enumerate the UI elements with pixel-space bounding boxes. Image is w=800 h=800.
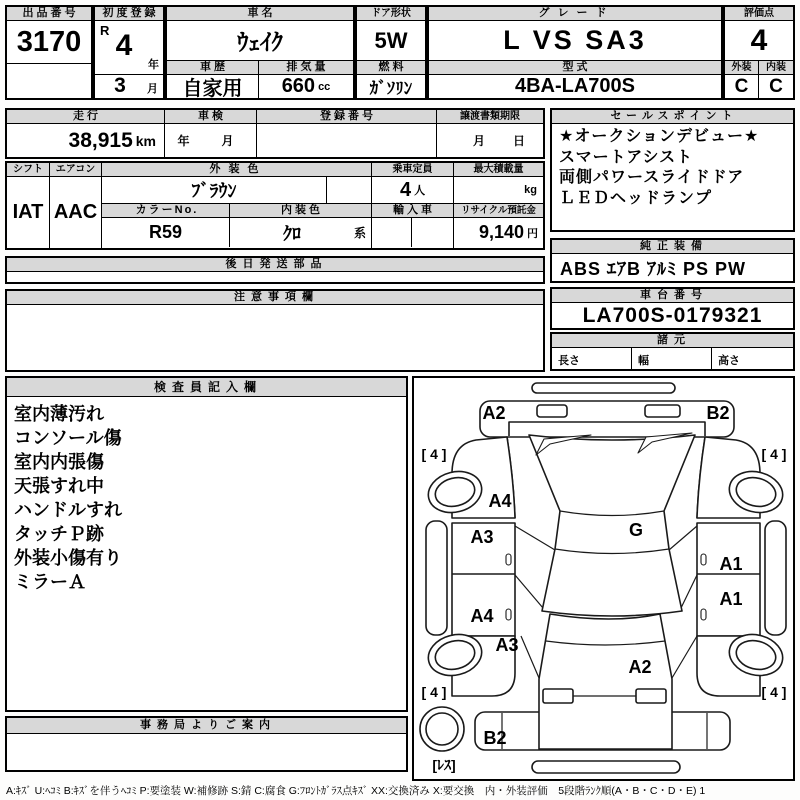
shift-value: IAT (12, 201, 44, 223)
color-no-value: R59 (102, 218, 230, 247)
inspection-label: 車検 (165, 110, 257, 124)
damage-code-label: B2 (706, 403, 730, 423)
sales-points-box (550, 108, 795, 232)
list-item: コンソール傷 (14, 428, 122, 448)
front-bumper-grille-right (645, 405, 680, 417)
door-handle-right-front (701, 554, 706, 565)
list-item: ＬＥＤヘッドランプ (559, 189, 713, 207)
interior-label: 内装 (759, 61, 793, 75)
max-load-label: 最大積載量 (454, 163, 543, 177)
damage-code-label: B2 (483, 728, 507, 748)
import-cell-2 (412, 218, 453, 247)
damage-code-label: G (628, 520, 644, 540)
damage-code-label: [ 4 ] (421, 684, 447, 700)
chassis-number-value: LA700S-0179321 (582, 303, 763, 327)
sales-points-list (552, 124, 793, 212)
recycle-value: 9,140 (478, 222, 524, 242)
reg-year: 4 (115, 29, 133, 62)
car-name-value: ｳｪｲｸ (167, 21, 353, 61)
color-equipment-box (5, 161, 545, 250)
door-shape-value: 5W (357, 21, 425, 61)
front-bumper-grille-left (537, 405, 567, 417)
front-bumper (480, 401, 734, 437)
car-name-box (165, 5, 355, 100)
transfer-deadline-label: 譲渡書類期限 (437, 110, 543, 124)
door-handle-left-front (506, 554, 511, 565)
shift-label: シフト (7, 163, 49, 177)
aircon-value: AAC (53, 201, 98, 223)
transfer-deadline-value: 月 日 (472, 134, 533, 148)
grade-label: グレード (429, 7, 721, 21)
chassis-number-box (550, 287, 795, 330)
interior-color-suffix: 系 (353, 226, 366, 240)
damage-code-label: A1 (719, 554, 743, 574)
displacement-label: 排気量 (259, 61, 353, 75)
damage-diagram-box (412, 376, 795, 781)
door-shape-box (355, 5, 427, 100)
exterior-color-label: 外装色 (102, 163, 371, 177)
spec-length-label: 長さ (552, 348, 632, 369)
damage-code-label: [ 4 ] (421, 446, 447, 462)
mileage-unit: km (135, 132, 156, 149)
spec-height-label: 高さ (718, 355, 740, 367)
score-value: 4 (725, 21, 793, 61)
damage-code-label: A2 (482, 403, 506, 423)
score-label: 評価点 (725, 7, 793, 21)
list-item: ミラーＡ (14, 572, 86, 592)
first-registration-box (93, 5, 165, 100)
model-code-label: 型式 (429, 61, 721, 75)
windshield-roof (529, 435, 695, 616)
auction-number-empty (7, 64, 91, 98)
list-item: 室内薄汚れ (14, 404, 104, 424)
grade-value: L VS SA3 (429, 21, 721, 61)
reg-month: 3 (114, 75, 126, 97)
list-item: ハンドルすれ (14, 500, 122, 520)
genuine-equipment-value: ABS ｴｱB ｱﾙﾐ PS PW (560, 258, 747, 279)
inspector-notes-list (7, 397, 406, 597)
auction-number-label: 出品番号 (7, 7, 91, 21)
spare-tire (420, 707, 464, 751)
exterior-label: 外装 (725, 61, 759, 75)
damage-code-label: A3 (495, 635, 519, 655)
office-info-box (5, 716, 408, 772)
tail-light-right (636, 689, 666, 703)
fuel-label: 燃料 (357, 61, 425, 75)
grade-box (427, 5, 723, 100)
score-box (723, 5, 795, 100)
capacity-value: 4 (399, 178, 412, 201)
door-handle-right-rear (701, 609, 706, 620)
car-diagram (414, 378, 793, 779)
model-code-value: 4BA-LA700S (514, 75, 636, 97)
exterior-color-code-empty (327, 177, 371, 203)
list-item: 天張すれ中 (14, 476, 104, 496)
list-item: 両側パワースライドドア (559, 169, 745, 186)
caution-notes-label: 注意事項欄 (7, 291, 543, 305)
damage-code-label: A2 (628, 657, 652, 677)
damage-code-legend: A:ｷｽﾞ U:ﾍｺﾐ B:ｷｽﾞを伴うﾍｺﾐ P:要塗装 W:補修跡 S:錆 C:腐食 G:ﾌﾛﾝﾄｶﾞﾗｽ点ｷｽﾞ XX:交換済み X:要交換 内・外装評価 5段階ﾗﾝｸ順(A・B・C・D・E) 1 (6, 785, 706, 797)
auction-number-box (5, 5, 93, 100)
interior-color-label: 内装色 (230, 204, 371, 218)
spec-width-label: 幅 (632, 348, 712, 369)
damage-code-label: A1 (719, 589, 743, 609)
damage-code-label: [ 4 ] (761, 684, 787, 700)
displacement-unit: cc (318, 80, 331, 93)
color-no-label: カラーNo. (102, 204, 230, 218)
list-item: スマートアシスト (559, 148, 694, 166)
chassis-number-label: 車台番号 (552, 289, 793, 303)
interior-color-value: ｸﾛ (282, 223, 301, 244)
rear-lower-trim (532, 761, 680, 773)
list-item: 室内内張傷 (14, 452, 104, 472)
tail-light-left (543, 689, 573, 703)
import-label: 輸入車 (372, 204, 453, 218)
import-cell-1 (372, 218, 412, 247)
auction-number-value: 3170 (7, 21, 91, 64)
damage-code-label: [ﾚｽ] (432, 757, 456, 773)
genuine-equipment-label: 純正装備 (552, 240, 793, 254)
month-unit: 月 (147, 83, 158, 95)
genuine-equipment-box (550, 238, 795, 283)
fuel-value: ｶﾞｿﾘﾝ (369, 79, 413, 98)
door-handle-left-rear (506, 609, 511, 620)
era-code: R (100, 23, 110, 38)
front-roof-trim (532, 383, 675, 393)
mileage-label: 走行 (7, 110, 165, 124)
mileage-row-box (5, 108, 545, 159)
doors-right (697, 523, 760, 636)
sales-points-label: セールスポイント (552, 110, 793, 124)
history-label: 車歴 (167, 61, 259, 75)
interior-grade: C (769, 75, 783, 97)
car-name-label: 車名 (167, 7, 353, 21)
office-info-value (7, 734, 406, 770)
inspector-notes-box (5, 376, 408, 712)
aircon-label: エアコン (50, 163, 101, 177)
exterior-grade: C (725, 75, 759, 98)
specs-label: 諸元 (552, 334, 793, 348)
list-item: ★オークションデビュー★ (559, 128, 760, 145)
caution-notes-box (5, 289, 545, 372)
displacement-value: 660 (281, 75, 316, 97)
later-shipped-parts-box (5, 256, 545, 284)
mileage-value: 38,915 (68, 128, 133, 152)
sill-left (426, 521, 447, 635)
sill-right (765, 521, 786, 635)
recycle-label: リサイクル預託金 (454, 204, 543, 218)
list-item: 外装小傷有り (14, 548, 122, 568)
recycle-unit: 円 (527, 227, 538, 240)
first-registration-year-cell (95, 21, 163, 75)
registration-number-value (257, 124, 437, 157)
later-shipped-parts-label: 後日発送部品 (7, 258, 543, 272)
office-info-label: 事務局よりご案内 (7, 718, 406, 734)
capacity-label: 乗車定員 (372, 163, 453, 177)
specs-box (550, 332, 795, 371)
inspector-notes-label: 検査員記入欄 (7, 378, 406, 397)
damage-code-label: A4 (488, 491, 512, 511)
exterior-color-value: ﾌﾞﾗｳﾝ (102, 177, 327, 203)
first-registration-month-cell (95, 75, 163, 98)
max-load-unit: kg (524, 184, 537, 196)
history-value: 自家用 (167, 75, 259, 98)
damage-code-label: A3 (470, 527, 494, 547)
capacity-unit: 人 (414, 185, 426, 197)
inspection-value: 年 月 (165, 124, 257, 157)
door-shape-label: ドア形状 (357, 7, 425, 21)
damage-code-label: [ 4 ] (761, 446, 787, 462)
later-shipped-parts-value (7, 272, 543, 282)
first-registration-label: 初度登録 (95, 7, 163, 21)
rear-window-tailgate (539, 614, 672, 749)
registration-number-label: 登録番号 (257, 110, 437, 124)
list-item: タッチＰ跡 (14, 524, 104, 544)
damage-code-label: A4 (470, 606, 494, 626)
caution-notes-value (7, 305, 543, 370)
year-unit: 年 (148, 59, 159, 71)
